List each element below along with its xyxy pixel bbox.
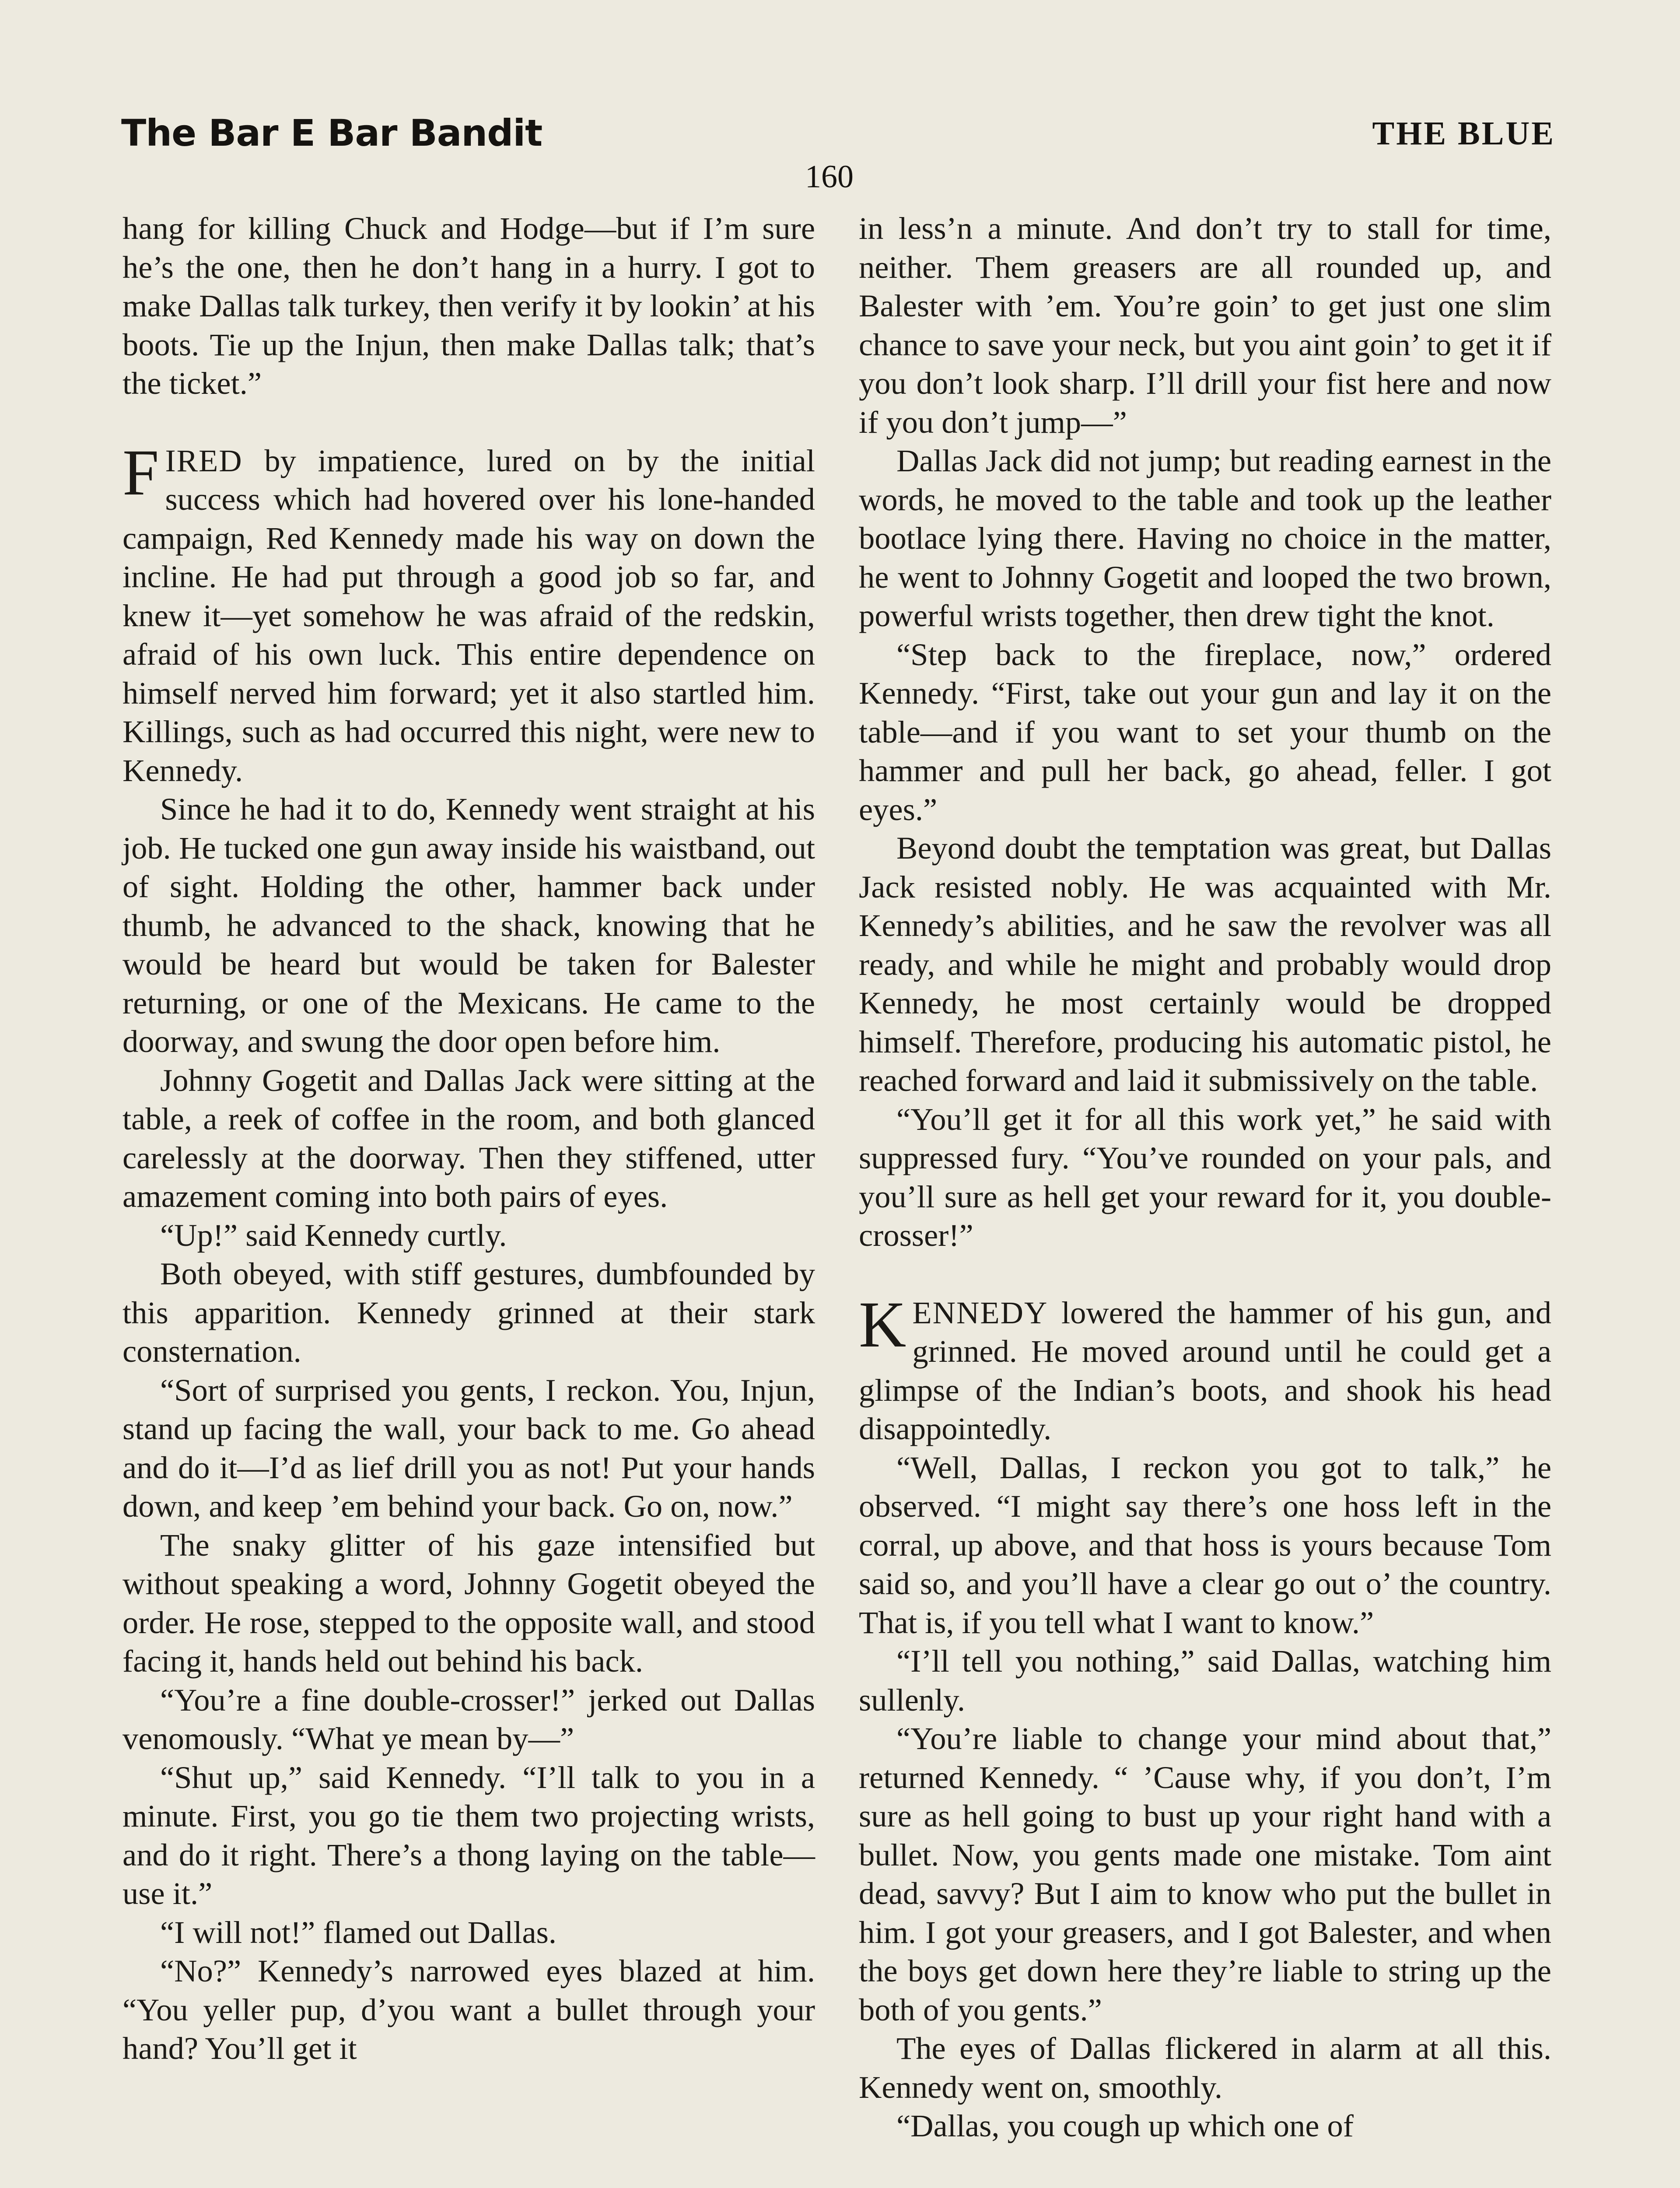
small-caps-lead: ENNEDY [912, 1294, 1048, 1330]
paragraph: “Up!” said Kennedy curtly. [160, 1217, 507, 1253]
paragraph: “Well, Dallas, I reckon you got to talk,” he observed. “I might say there’s one hoss left in the corral, up above, and that hoss is yours because Tom said so, and you’ll have a clear go out o’ the country. That is, if you tell what I want to know.” [859, 1449, 1551, 1640]
paragraph-text: lowered the hammer of his gun, and grinned. He moved around until he could get a glimpse of the Indian’s boots, and shook his head disappointedly. [859, 1294, 1551, 1446]
story-title: The Bar E Bar Bandit [121, 112, 542, 154]
paragraph: “No?” Kennedy’s narrowed eyes blazed at him. “You yeller pup, d’you want a bullet through your hand? You’ll get it [122, 1953, 815, 2066]
paragraph: “I’ll tell you nothing,” said Dallas, watching him sullenly. [859, 1643, 1551, 1718]
drop-cap: K [859, 1288, 906, 1361]
paragraph: Beyond doubt the temptation was great, but Dallas Jack resisted nobly. He was acquainted with Mr. Kennedy’s abilities, and he saw the revolver was all ready, and while he might and probably would drop Kennedy, he most certainly would be dropped himself. Therefore, producing his automatic pistol, he reached forward and laid it submissively on the table. [859, 830, 1551, 1098]
drop-cap: F [122, 436, 159, 509]
paragraph: hang for killing Chuck and Hodge—but if I’m sure he’s the one, then he don’t hang in a hurry. I got to make Dallas talk turkey, then verify it by lookin’ at his boots. Tie up the Injun, then make Dallas talk; that’s the ticket.” [122, 210, 815, 401]
magazine-name: THE BLUE [1372, 115, 1555, 152]
paragraph: “You’re a fine double-crosser!” jerked out Dallas venomously. “What ye mean by—” [122, 1682, 815, 1756]
paragraph: “You’ll get it for all this work yet,” he said with suppressed fury. “You’ve rounded on your pals, and you’ll sure as hell get your reward for it, you double-crosser!” [859, 1101, 1551, 1253]
page-number: 160 [805, 159, 854, 195]
paragraph: The eyes of Dallas flickered in alarm at all this. Kennedy went on, smoothly. [859, 2030, 1551, 2105]
paragraph: Since he had it to do, Kennedy went straight at his job. He tucked one gun away inside his waistband, out of sight. Holding the other, hammer back under thumb, he advanced to the shack, knowing that he would be heard but would be taken for Balester returning, or one of the Mexicans. He came to the doorway, and swung the door open before him. [122, 791, 815, 1059]
paragraph: “Dallas, you cough up which one of [896, 2108, 1354, 2143]
paragraph: in less’n a minute. And don’t try to stall for time, neither. Them greasers are all rounded up, and Balester with ’em. You’re goin’ to get just one slim chance to save your neck, but you aint goin’ to get it if you don’t look sharp. I’ll drill your fist here and now if you don’t jump—” [859, 210, 1551, 440]
section-opening-paragraph [859, 1288, 1551, 1448]
paragraph: Both obeyed, with stiff gestures, dumbfounded by this apparition. Kennedy grinned at their stark consternation. [122, 1256, 815, 1369]
paragraph: Johnny Gogetit and Dallas Jack were sitting at the table, a reek of coffee in the room, and both glanced carelessly at the doorway. Then they stiffened, utter amazement coming into both pairs of eyes. [122, 1062, 815, 1214]
small-caps-lead: IRED [165, 442, 243, 478]
paragraph: The snaky glitter of his gaze intensified but without speaking a word, Johnny Gogetit obeyed the order. He rose, stepped to the opposite wall, and stood facing it, hands held out behind his back. [122, 1527, 815, 1679]
paragraph: “Step back to the fireplace, now,” ordered Kennedy. “First, take out your gun and lay it on the table—and if you want to set your thumb on the hammer and pull her back, go ahead, feller. I got eyes.” [859, 636, 1551, 827]
paragraph: Dallas Jack did not jump; but reading earnest in the words, he moved to the table and took up the leather bootlace lying there. Having no choice in the matter, he went to Johnny Gogetit and looped the two brown, powerful wrists together, then drew tight the knot. [859, 443, 1551, 633]
left-column [122, 209, 815, 2068]
paragraph: “Shut up,” said Kennedy. “I’ll talk to you in a minute. First, you go tie them two projecting wrists, and do it right. There’s a thong laying on the table—use it.” [122, 1759, 815, 1911]
paragraph-text: by impatience, lured on by the initial success which had hovered over his lone-handed campaign, Red Kennedy made his way on down the incline. He had put through a good job so far, and knew it—yet somehow he was afraid of the redskin, afraid of his own luck. This entire dependence on himself nerved him forward; yet it also startled him. Killings, such as had occurred this night, were new to Kennedy. [122, 442, 815, 788]
paragraph: “Sort of surprised you gents, I reckon. You, Injun, stand up facing the wall, your back to me. Go ahead and do it—I’d as lief drill you as not! Put your hands down, and keep ’em behind your back. Go on, now.” [122, 1372, 815, 1524]
right-column [859, 209, 1551, 2146]
paragraph: “I will not!” flamed out Dallas. [160, 1914, 556, 1950]
section-opening-paragraph [122, 436, 815, 790]
paragraph: “You’re liable to change your mind about that,” returned Kennedy. “ ’Cause why, if you don’t, I’m sure as hell going to bust up your right hand with a bullet. Now, you gents made one mistake. Tom aint dead, savvy? But I aim to know who put the bullet in him. I got your greasers, and I got Balester, and when the boys get down here they’re liable to string up the both of you gents.” [859, 1721, 1551, 2027]
